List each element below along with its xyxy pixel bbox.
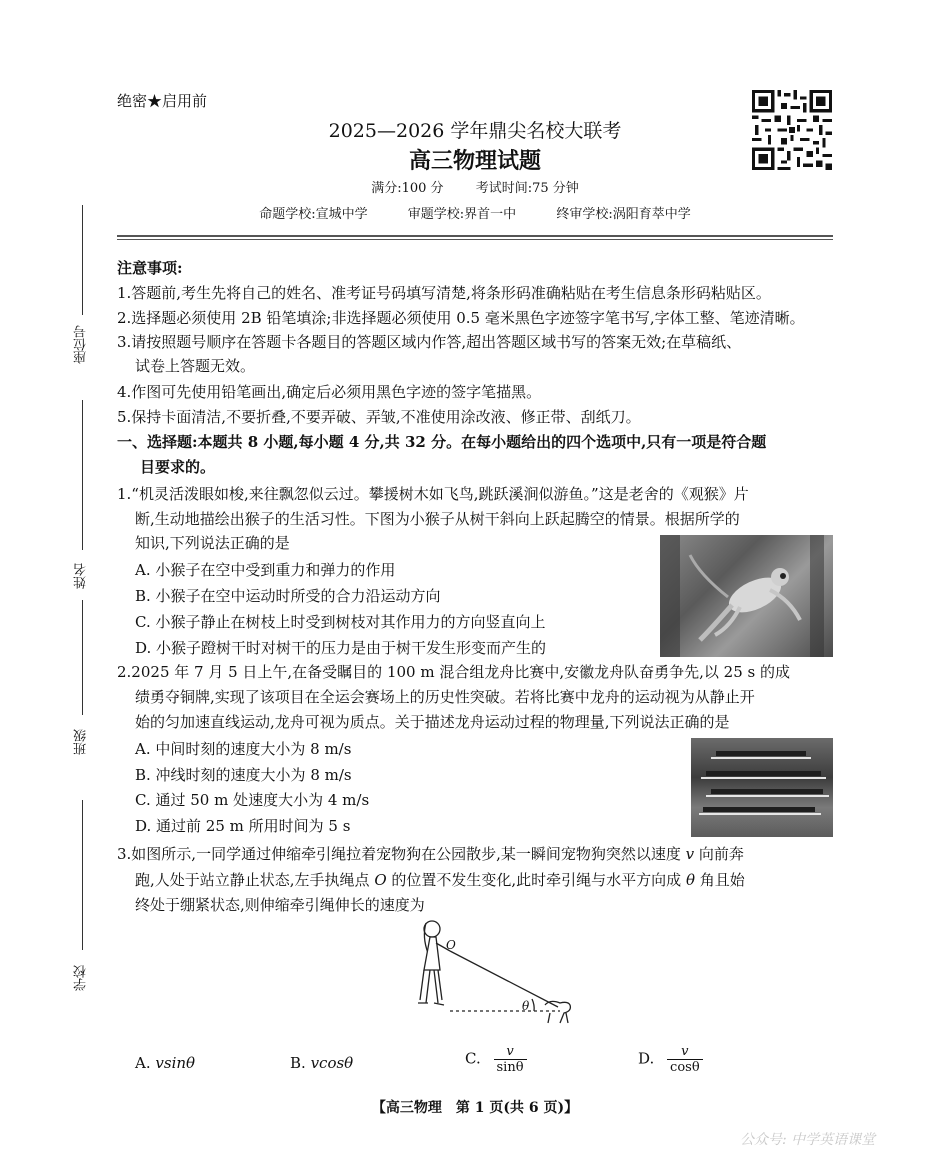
question-1-option-c[interactable]: C. 小猴子静止在树枝上时受到树枝对其作用力的方向竖直向上: [135, 613, 546, 631]
question-3-text: 角且始: [694, 871, 745, 889]
header-divider: [117, 235, 833, 237]
final-reviewer-school: 终审学校:涡阳育萃中学: [556, 207, 691, 222]
question-2-option-b[interactable]: B. 冲线时刻的速度大小为 8 m/s: [135, 766, 352, 784]
question-2-stem: 2.2025 年 7 月 5 日上午,在备受瞩目的 100 m 混合组龙舟比赛中,安徽龙舟队奋勇争先,以 25 s 的成: [117, 663, 790, 681]
binding-line-top: [82, 205, 83, 315]
option-b-label: B.: [290, 1054, 306, 1072]
theta-symbol: θ: [685, 871, 695, 889]
note-item: 5.保持卡面清洁,不要折叠,不要弄破、弄皱,不准使用涂改液、修正带、刮纸刀。: [117, 408, 641, 426]
option-d-label: D.: [638, 1049, 655, 1068]
exam-time: 考试时间:75 分钟: [475, 181, 579, 196]
question-1-option-a[interactable]: A. 小猴子在空中受到重力和弹力的作用: [135, 561, 396, 579]
question-2-option-d[interactable]: D. 通过前 25 m 所用时间为 5 s: [135, 817, 351, 835]
exam-title: 2025—2026 学年鼎尖名校大联考: [328, 120, 622, 142]
question-1-stem: 1.“机灵活泼眼如梭,来往飘忽似云过。攀援树木如飞鸟,跳跃溪涧似游鱼。”这是老舍的《观猴》片: [117, 485, 749, 503]
question-3-option-b[interactable]: [290, 1054, 353, 1072]
question-3-text: 跑,人处于站立静止状态,左手执绳点: [135, 871, 375, 889]
header-divider-thin: [117, 239, 833, 240]
figure-label-theta: θ: [522, 999, 530, 1013]
reviewer-school: 审题学校:界首一中: [407, 207, 517, 222]
option-c-denominator: sinθ: [496, 1060, 524, 1075]
section-heading-continued: 目要求的。: [140, 458, 216, 476]
option-c-numerator: v: [494, 1044, 527, 1060]
exam-meta: [0, 177, 950, 196]
binding-line-name: [82, 600, 83, 715]
option-c-label: C.: [465, 1049, 481, 1068]
note-item: 2.选择题必须使用 2B 铅笔填涂;非选择题必须使用 0.5 毫米黑色字迹签字笔书写,字体工整、笔迹清晰。: [117, 309, 805, 327]
qr-code-icon[interactable]: [752, 90, 832, 170]
option-b-expression: vcosθ: [310, 1054, 354, 1072]
student-name-label: 姓名: [74, 563, 89, 589]
binding-line-class: [82, 800, 83, 950]
question-3-text: 的位置不发生变化,此时牵引绳与水平方向成: [386, 871, 686, 889]
full-score: 满分:100 分: [371, 181, 444, 196]
option-d-denominator: cosθ: [670, 1060, 700, 1075]
note-item: 4.作图可先使用铅笔画出,确定后必须用黑色字迹的签字笔描黑。: [117, 383, 542, 401]
person-walking-dog-figure: [400, 915, 590, 1030]
note-item-continued: 试卷上答题无效。: [135, 357, 256, 375]
question-3-stem: 终处于绷紧状态,则伸缩牵引绳伸长的速度为: [135, 896, 425, 914]
question-3-stem: [117, 842, 744, 866]
dragon-boat-photo: [691, 738, 833, 837]
monkey-icon: [660, 535, 833, 657]
question-3-text: 3.如图所示,一同学通过伸缩牵引绳拉着宠物狗在公园散步,某一瞬间宠物狗突然以速度: [117, 845, 686, 863]
class-label: 班级: [74, 729, 89, 755]
option-d-fraction: [667, 1044, 703, 1075]
section-heading: 一、选择题:本题共 8 小题,每小题 4 分,共 32 分。在每小题给出的四个选项中,只有一项是符合题: [117, 433, 767, 451]
exam-schools: [0, 203, 950, 222]
notes-heading: 注意事项:: [117, 259, 183, 277]
question-1-option-d[interactable]: D. 小猴子蹬树干时对树干的压力是由于树干发生形变而产生的: [135, 639, 547, 657]
question-3-text: 向前奔: [694, 845, 744, 863]
monkey-photo: [660, 535, 833, 657]
question-2-stem: 绩勇夺铜牌,实现了该项目在全运会赛场上的历史性突破。若将比赛中龙舟的运动视为从静止开: [135, 688, 755, 706]
question-2-option-c[interactable]: C. 通过 50 m 处速度大小为 4 m/s: [135, 791, 370, 809]
note-item: 3.请按照题号顺序在答题卡各题目的答题区域内作答,超出答题区域书写的答案无效;在草稿纸、: [117, 333, 742, 351]
confidential-label: 绝密★启用前: [117, 92, 208, 110]
binding-line-seat: [82, 400, 83, 550]
note-item: 1.答题前,考生先将自己的姓名、准考证号码填写清楚,将条形码准确粘贴在考生信息条形码粘贴区。: [117, 284, 771, 302]
exam-subject: 高三物理试题: [408, 148, 541, 174]
question-2-option-a[interactable]: A. 中间时刻的速度大小为 8 m/s: [135, 740, 352, 758]
figure-label-o: O: [446, 938, 456, 952]
proposer-school: 命题学校:宣城中学: [259, 207, 368, 222]
question-3-option-d[interactable]: [638, 1044, 703, 1075]
question-3-stem: [135, 868, 745, 892]
question-2-stem: 始的匀加速直线运动,龙舟可视为质点。关于描述龙舟运动过程的物理量,下列说法正确的是: [135, 713, 730, 731]
page-footer: 【高三物理 第 1 页(共 6 页)】: [371, 1100, 579, 1116]
dragon-boat-icon: [691, 738, 833, 837]
question-3-option-a[interactable]: [135, 1054, 195, 1072]
seat-number-label: 座位号: [74, 325, 89, 365]
question-1-stem: 断,生动地描绘出猴子的生活习性。下图为小猴子从树干斜向上跃起腾空的情景。根据所学的: [135, 510, 740, 528]
school-label: 学校: [74, 965, 89, 991]
option-d-numerator: v: [667, 1044, 703, 1060]
point-o-symbol: O: [374, 871, 387, 889]
question-3-option-c[interactable]: [465, 1044, 527, 1075]
velocity-symbol: v: [685, 845, 695, 863]
option-c-fraction: [494, 1044, 527, 1075]
question-1-stem: 知识,下列说法正确的是: [135, 534, 290, 552]
watermark: 公众号: 中学英语课堂: [740, 1132, 876, 1148]
option-a-label: A.: [135, 1054, 151, 1072]
option-a-expression: vsinθ: [155, 1054, 196, 1072]
question-1-option-b[interactable]: B. 小猴子在空中运动时所受的合力沿运动方向: [135, 587, 441, 605]
